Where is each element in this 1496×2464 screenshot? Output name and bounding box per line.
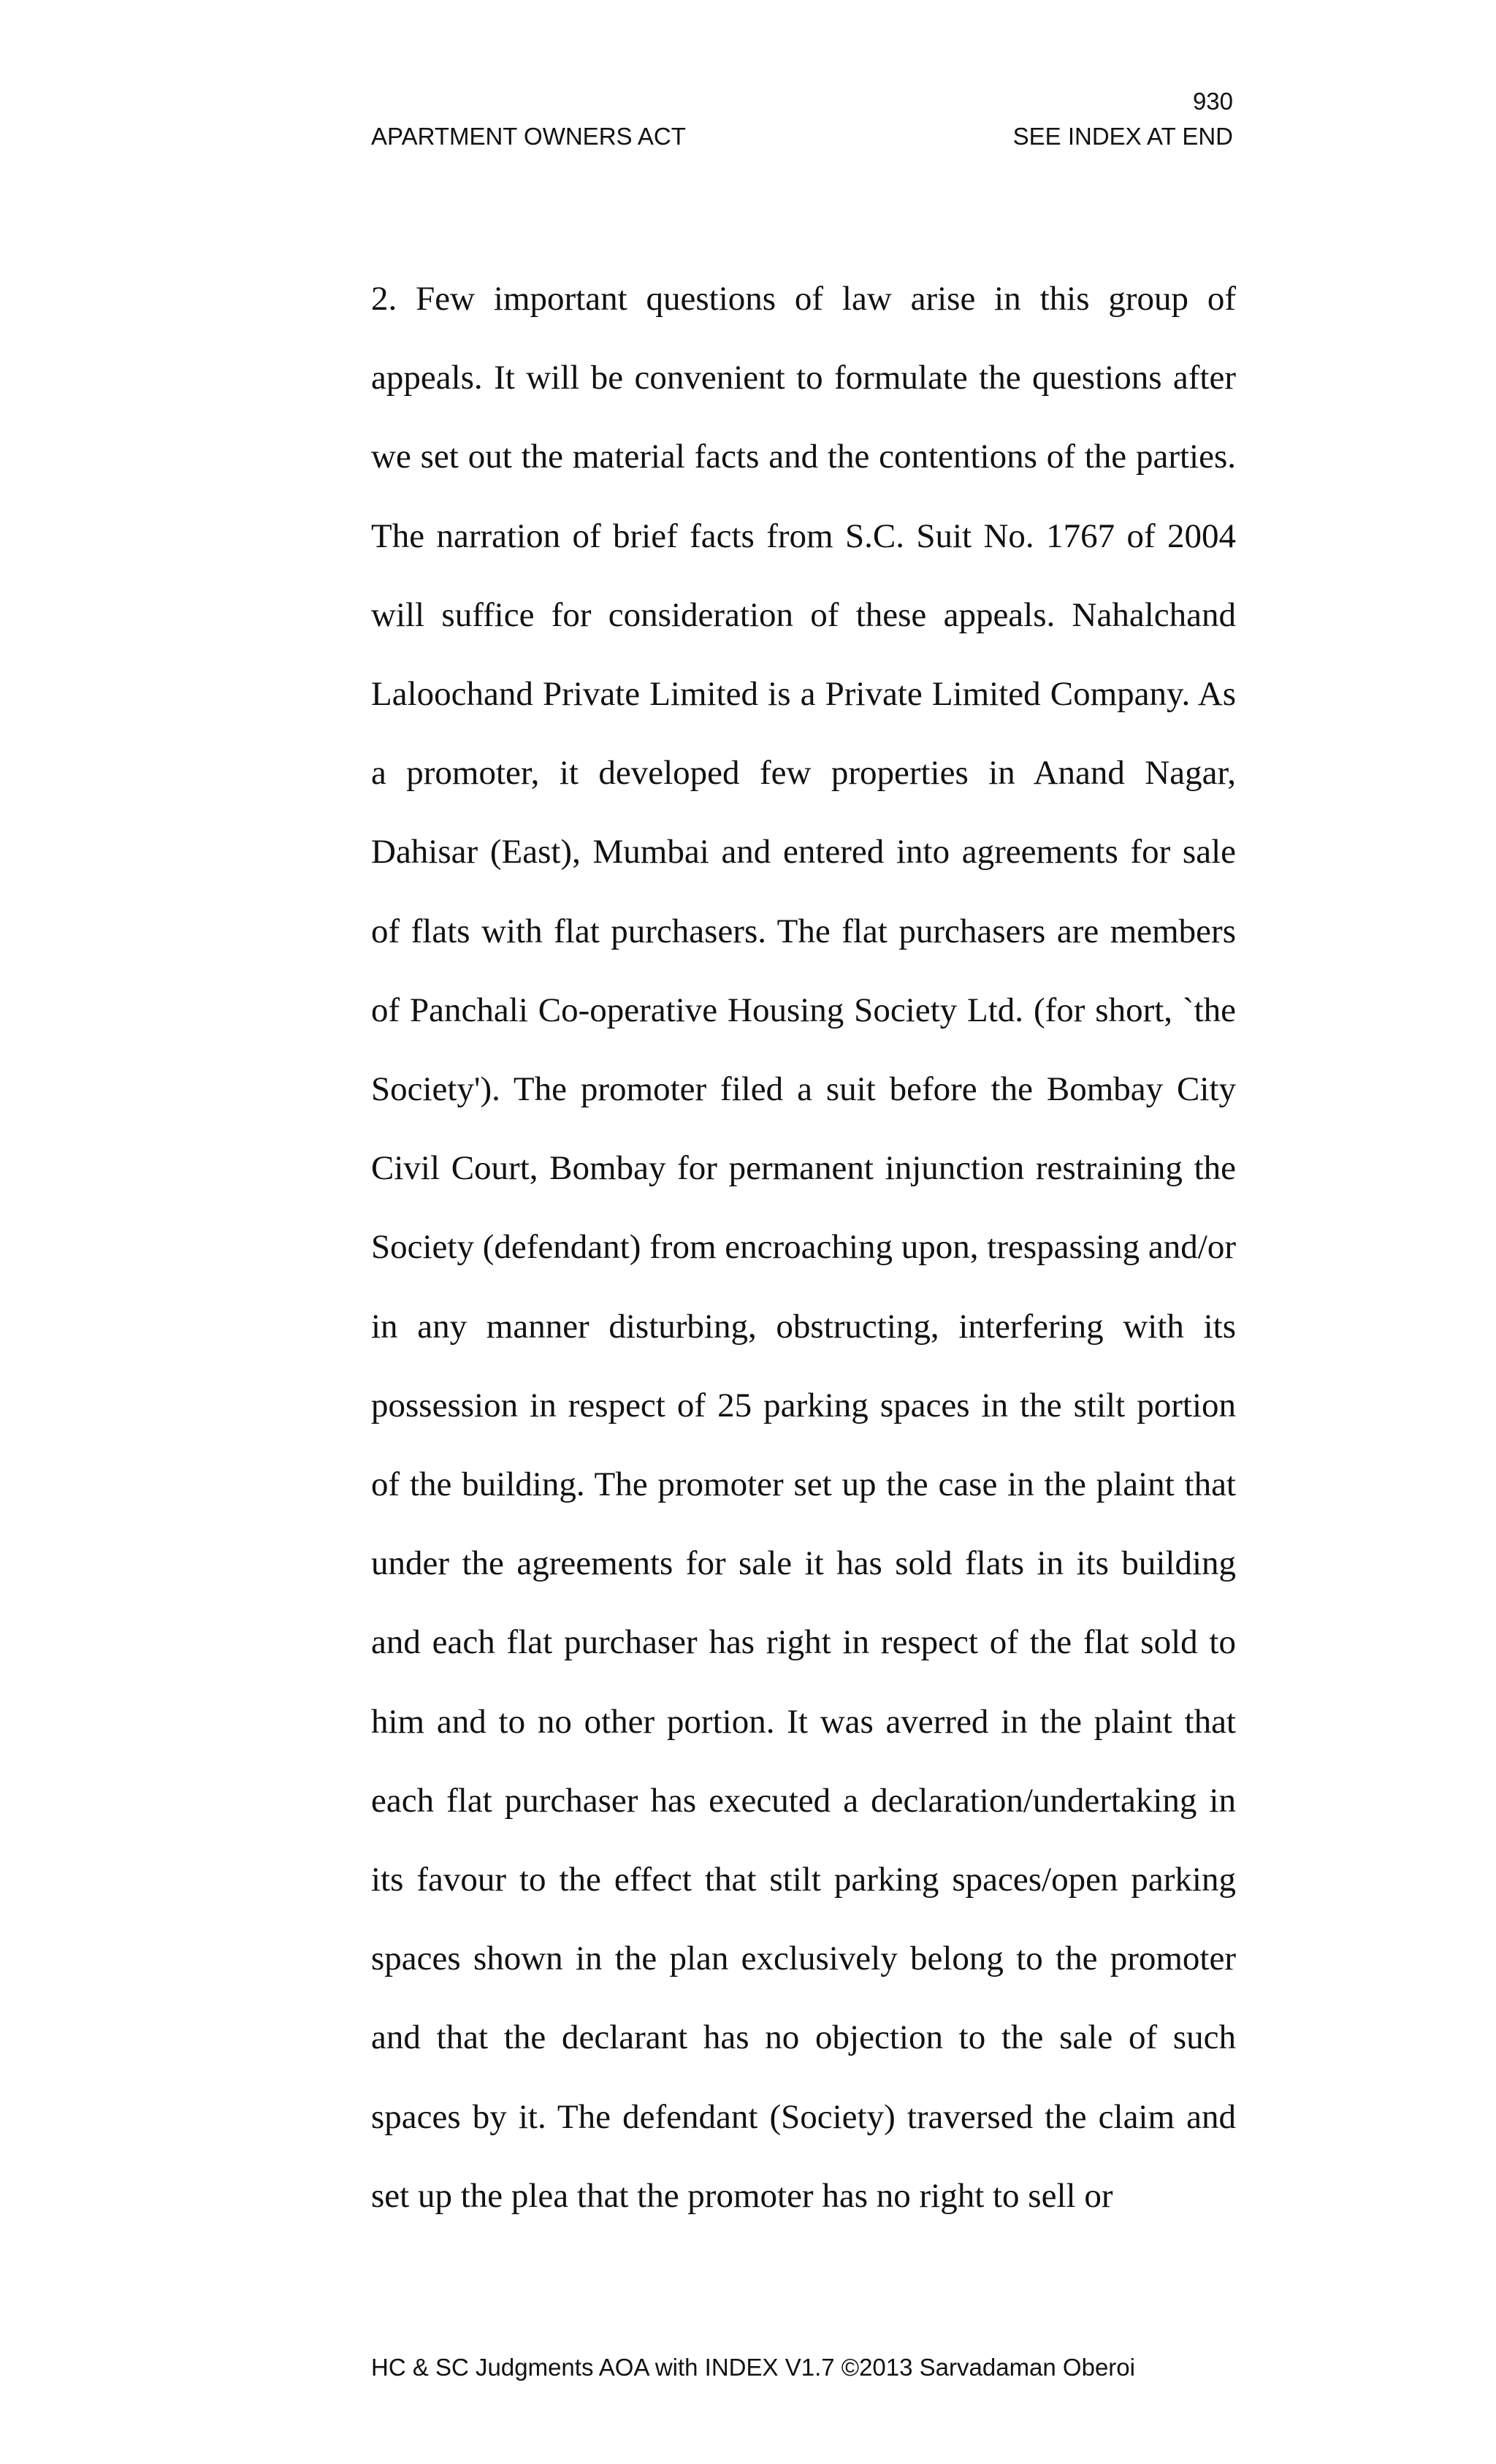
body-paragraph: 2. Few important questions of law arise in this group of appeals. It will be convenient to formulate the questions after we set out the material facts and the contentions of the parties. The narration of brief facts from S.C. Suit No. 1767 of 2004 will suffice for consideration of these appeals. Nahalchand Laloochand Private Limited is a Private Limited Company. As a promoter, it developed few properties in Anand Nagar, Dahisar (East), Mumbai and entered into agreements for sale of flats with flat purchasers. The flat purchasers are members of Panchali Co-operative Housing Society Ltd. (for short, `the Society'). The promoter filed a suit before the Bombay City Civil Court, Bombay for permanent injunction restraining the Society (defendant) from encroaching upon, trespassing and/or in any manner disturbing, obstructing, interfering with its possession in respect of 25 parking spaces in the stilt portion of the building. The promoter set up the case in the plaint that under the agreements for sale it has sold flats in its building and each flat purchaser has right in respect of the flat sold to him and to no other portion. It was averred in the plaint that each flat purchaser has executed a declaration/undertaking in its favour to the effect that stilt parking spaces/open parking spaces shown in the plan exclusively belong to the promoter and that the declarant has no objection to the sale of such spaces by it. The defendant (Society) traversed the claim and set up the plea that the promoter has no right to sell or: [371, 280, 1236, 2215]
running-header-index-note: SEE INDEX AT END: [1012, 123, 1233, 150]
footer-copyright: HC & SC Judgments AOA with INDEX V1.7 ©2013 Sarvadaman Oberoi: [371, 2354, 1135, 2381]
page-number: 930: [1192, 88, 1233, 115]
running-header-title: APARTMENT OWNERS ACT: [371, 123, 686, 150]
